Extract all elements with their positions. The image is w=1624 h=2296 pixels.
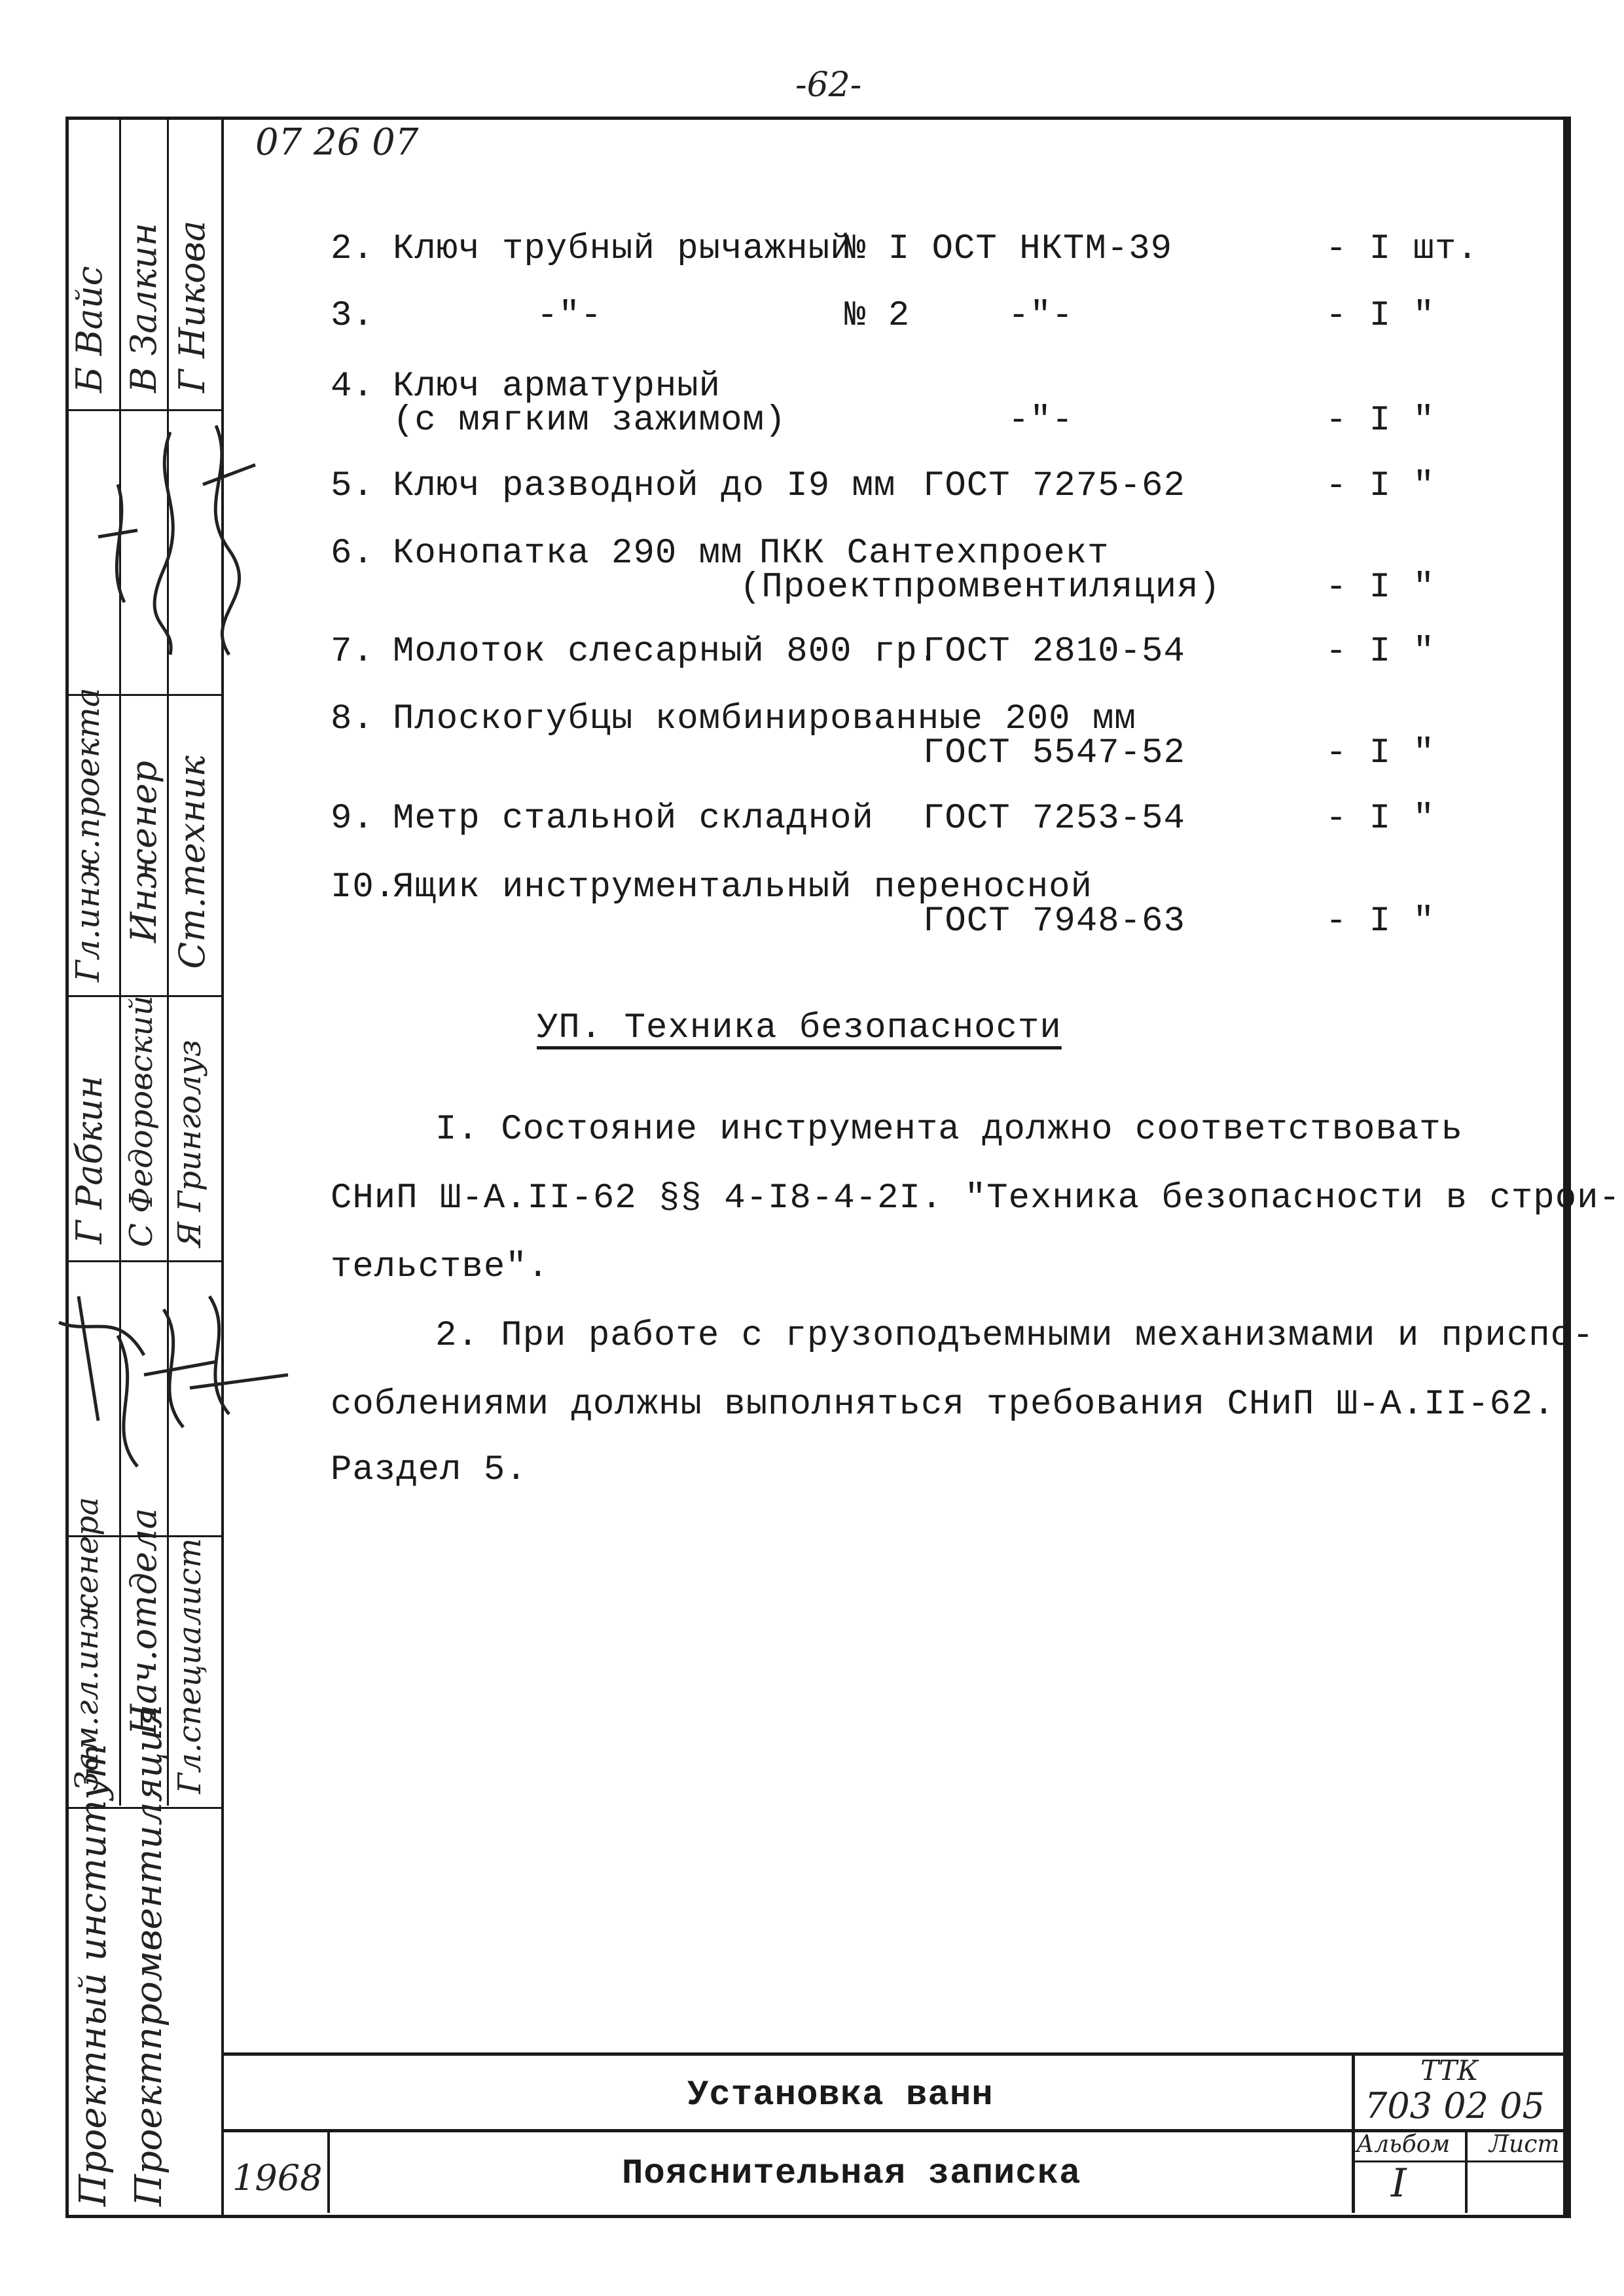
paragraph-1-line-1: I. Состояние инструмента должно соответствовать [435, 1110, 1464, 1150]
title-block-code-label: ТТК [1420, 2054, 1479, 2086]
title-block-code: 703 02 05 [1365, 2085, 1545, 2126]
tool-item-7-std: ГОСТ 2810-54 [923, 632, 1185, 672]
side-role-head-dept: Нач.отдела [123, 1508, 164, 1735]
tool-item-4-name2: (с мягким зажимом) [393, 401, 787, 441]
tool-item-6-std: ПКК Сантехпроект [759, 534, 1110, 574]
tool-item-4-name: Ключ арматурный [393, 367, 721, 407]
tool-item-8-name: Плоскогубцы комбинированные 200 мм [393, 699, 1136, 739]
tool-item-3-mid: № 2 [844, 296, 911, 336]
paragraph-2-line-2: соблениями должны выполняться требования СНиП Ш-А.II-62. [331, 1385, 1555, 1425]
tool-item-5-name: Ключ разводной до I9 мм [393, 466, 896, 506]
title-block-year-divider [327, 2129, 330, 2213]
title-block-subtitle: Пояснительная записка [622, 2154, 1081, 2194]
side-role-senior-tech: Ст.техник [171, 756, 213, 969]
side-name-fedorovsky: С Федоровский [123, 995, 160, 1247]
side-institute-2: Проектпромвентиляция [128, 1704, 170, 2206]
side-name-vais: Б Вайс [69, 266, 110, 393]
side-role-engineer: Инженер [123, 760, 164, 943]
tool-item-9-num: 9. [331, 799, 374, 839]
tool-item-6-name: Конопатка 290 мм [393, 534, 743, 574]
title-block-sheet-label: Лист [1489, 2131, 1560, 2158]
section-title: УП. Техника безопасности [537, 1008, 1062, 1048]
tool-item-4-std: -"- [1008, 401, 1074, 441]
tool-item-10-name: Ящик инструментальный переносной [393, 867, 1092, 907]
paragraph-2-line-1: 2. При работе с грузоподъемными механизмами и приспо- [435, 1316, 1595, 1356]
tool-item-2-qty: - I шт. [1326, 229, 1479, 269]
tool-item-4-qty: - I " [1326, 401, 1435, 441]
tool-item-5-num: 5. [331, 466, 374, 506]
tool-item-6-qty: - I " [1326, 568, 1435, 608]
title-block-title: Установка ванн [687, 2075, 994, 2115]
title-block-album-value: I [1391, 2160, 1407, 2206]
title-block-album-label: Альбом [1356, 2131, 1451, 2158]
tool-item-7-qty: - I " [1326, 632, 1435, 672]
tool-item-6-std2: (Проектпромвентиляция) [740, 568, 1221, 608]
title-block-top-line [221, 2052, 1566, 2056]
side-role-chief-engineer: Гл.инж.проекта [69, 687, 107, 982]
tool-item-9-qty: - I " [1326, 799, 1435, 839]
tool-item-3-num: 3. [331, 296, 374, 336]
tool-item-10-std: ГОСТ 7948-63 [923, 902, 1185, 941]
tool-item-9-name: Метр стальной складной [393, 799, 874, 839]
tool-item-8-qty: - I " [1326, 733, 1435, 773]
tool-item-8-std: ГОСТ 5547-52 [923, 733, 1185, 773]
tool-item-5-std: ГОСТ 7275-62 [923, 466, 1185, 506]
title-block-album-rule [1352, 2160, 1568, 2162]
tool-item-2-std: № I ОСТ НКТМ-39 [844, 229, 1173, 269]
side-role-deputy-chief: Зам.гл.инженера [69, 1497, 105, 1791]
side-name-rabkin: Г Рабкин [69, 1075, 110, 1244]
tool-item-6-num: 6. [331, 534, 374, 574]
doc-code: 07 26 07 [255, 121, 419, 164]
tool-item-3-std: -"- [1008, 296, 1074, 336]
tool-item-2-name: Ключ трубный рычажный [393, 229, 852, 269]
paragraph-1-line-3: тельстве". [331, 1247, 550, 1287]
paragraph-2-line-3: Раздел 5. [331, 1450, 528, 1490]
side-role-chief-specialist: Гл.специалист [171, 1538, 208, 1794]
title-block-code-divider [1352, 2052, 1355, 2213]
side-name-gringoluz: Я Гринголуз [171, 1040, 208, 1247]
tool-item-10-num: I0. [331, 867, 397, 907]
tool-item-3-qty: - I " [1326, 296, 1435, 336]
tool-item-8-num: 8. [331, 699, 374, 739]
tool-item-7-name: Молоток слесарный 800 гр. [393, 632, 940, 672]
title-block-album-divider [1465, 2129, 1468, 2213]
frame-right-edge [1563, 117, 1568, 2215]
page-number: -62- [795, 65, 862, 105]
tool-item-5-qty: - I " [1326, 466, 1435, 506]
title-block-year: 1968 [232, 2157, 323, 2198]
side-institute-1: Проектный институт [72, 1743, 115, 2206]
side-name-zalkin: В Залкин [123, 223, 164, 393]
signatures [39, 406, 314, 1977]
paragraph-1-line-2: СНиП Ш-А.II-62 §§ 4-I8-4-2I. "Техника безопасности в строи- [331, 1178, 1621, 1218]
tool-item-7-num: 7. [331, 632, 374, 672]
tool-item-2-num: 2. [331, 229, 374, 269]
tool-item-9-std: ГОСТ 7253-54 [923, 799, 1185, 839]
tool-item-4-num: 4. [331, 367, 374, 407]
tool-item-3-name: -"- [537, 296, 603, 336]
tool-item-10-qty: - I " [1326, 902, 1435, 941]
side-name-nikova: Г Никова [171, 220, 213, 393]
